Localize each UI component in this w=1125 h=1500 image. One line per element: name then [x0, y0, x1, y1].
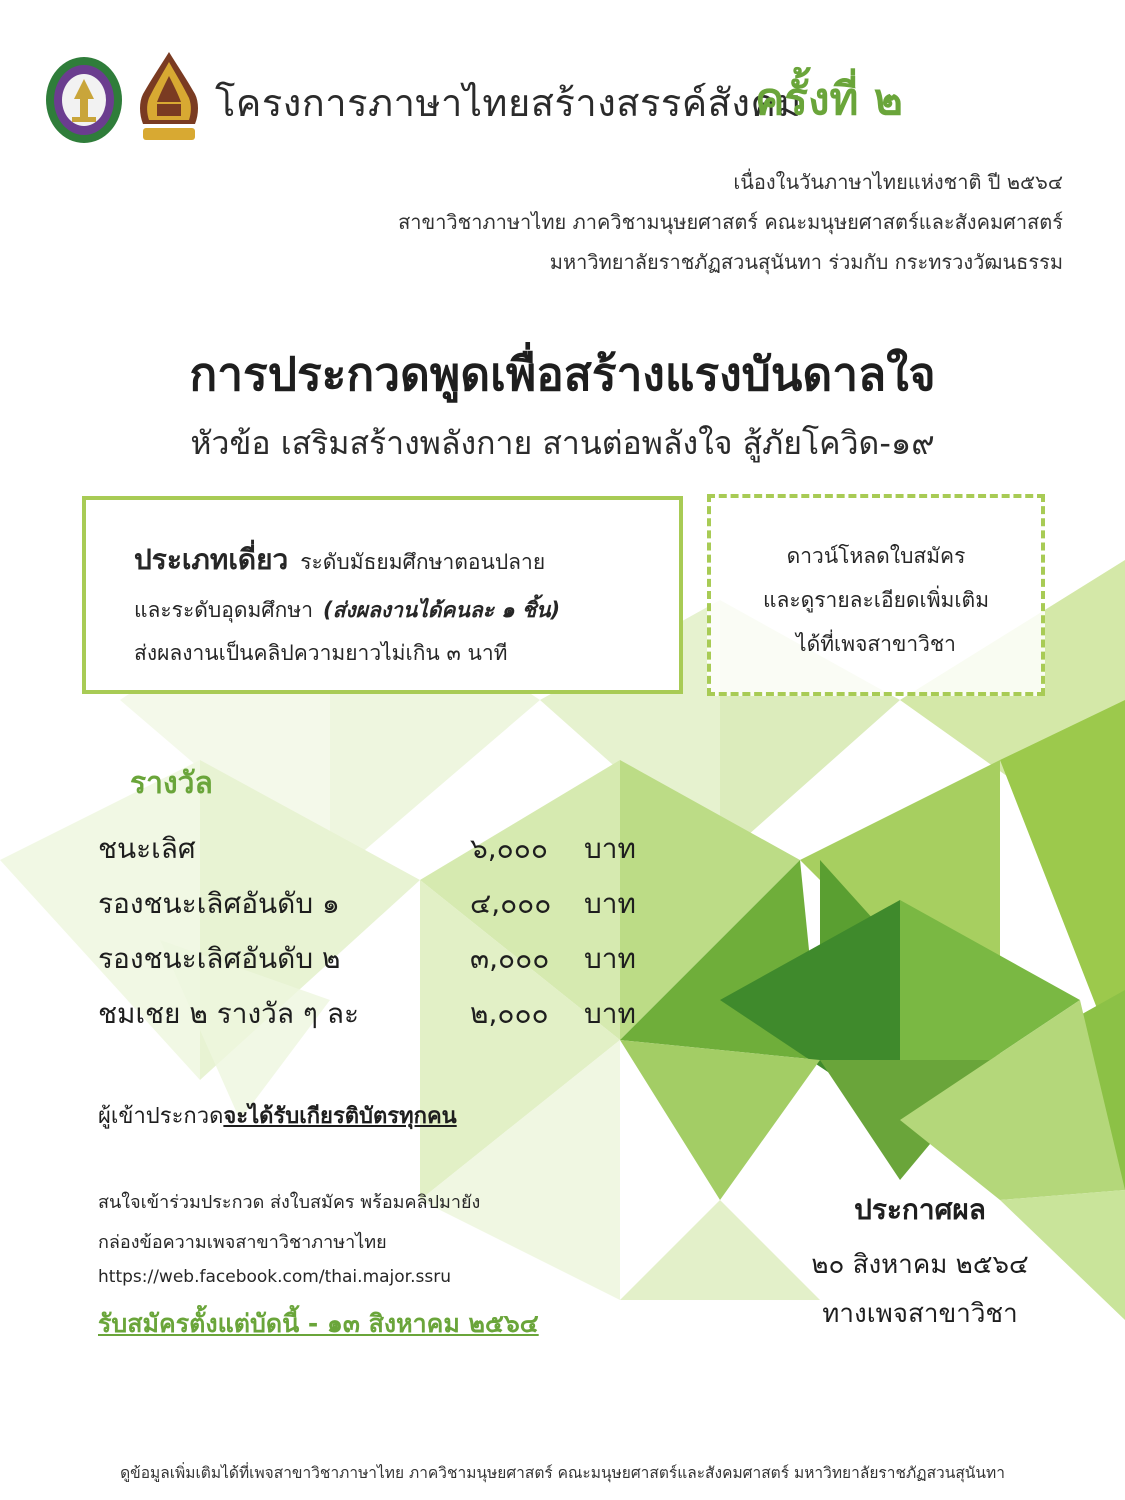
- prizes-heading: รางวัล: [130, 766, 213, 801]
- certificate-emphasis: จะได้รับเกียรติบัตรทุกคน: [223, 1104, 457, 1129]
- ministry-of-culture-logo: [133, 50, 205, 146]
- prize-name: ชนะเลิศ: [98, 832, 196, 865]
- apply-line-1: สนใจเข้าร่วมประกวด ส่งใบสมัคร พร้อมคลิปมายัง: [98, 1192, 481, 1213]
- application-deadline: รับสมัครตั้งแต่บัดนี้ - ๑๓ สิงหาคม ๒๕๖๔: [98, 1309, 539, 1338]
- contest-topic: หัวข้อ เสริมสร้างพลังกาย สานต่อพลังใจ สู้ภัยโควิด-๑๙: [190, 424, 935, 462]
- category-note: (ส่งผลงานได้คนละ ๑ ชิ้น): [322, 598, 561, 622]
- prize-amount: ๔,๐๐๐: [470, 887, 552, 920]
- prize-row: [98, 882, 658, 932]
- prize-amount: ๖,๐๐๐: [470, 832, 548, 865]
- category-line-1: [134, 538, 545, 582]
- university-logo: [44, 55, 124, 145]
- prize-name: รองชนะเลิศอันดับ ๒: [98, 942, 341, 975]
- category-level-1: ระดับมัธยมศึกษาตอนปลาย: [300, 550, 546, 574]
- apply-line-2: กล่องข้อความเพจสาขาวิชาภาษาไทย: [98, 1232, 387, 1253]
- announcement-channel: ทางเพจสาขาวิชา: [822, 1299, 1018, 1329]
- category-line-2: [134, 594, 560, 627]
- prize-unit: บาท: [584, 942, 636, 975]
- download-info-box: [707, 494, 1045, 696]
- contest-title: การประกวดพูดเพื่อสร้างแรงบันดาลใจ: [189, 347, 936, 401]
- prize-unit: บาท: [584, 997, 636, 1030]
- facebook-page-link[interactable]: https://web.facebook.com/thai.major.ssru: [98, 1267, 451, 1287]
- prize-unit: บาท: [584, 832, 636, 865]
- download-line-2: และดูรายละเอียดเพิ่มเติม: [762, 588, 990, 612]
- subtitle-line-university: มหาวิทยาลัยราชภัฏสวนสุนันทา ร่วมกับ กระทรวงวัฒนธรรม: [549, 250, 1063, 274]
- prize-unit: บาท: [584, 887, 636, 920]
- category-level-2: และระดับอุดมศึกษา: [134, 598, 313, 622]
- certificate-prefix: ผู้เข้าประกวด: [98, 1104, 224, 1129]
- subtitle-line-occasion: เนื่องในวันภาษาไทยแห่งชาติ ปี ๒๕๖๔: [733, 170, 1063, 194]
- prize-row: [98, 937, 658, 987]
- prize-amount: ๓,๐๐๐: [470, 942, 550, 975]
- certificate-note: [98, 1098, 457, 1133]
- prize-row: [98, 992, 658, 1042]
- category-format: ส่งผลงานเป็นคลิปความยาวไม่เกิน ๓ นาที: [134, 641, 508, 665]
- category-box: [82, 496, 683, 694]
- subtitle-line-department: สาขาวิชาภาษาไทย ภาควิชามนุษยศาสตร์ คณะมนุษยศาสตร์และสังคมศาสตร์: [398, 210, 1063, 234]
- prize-name: รองชนะเลิศอันดับ ๑: [98, 887, 340, 920]
- prize-row: [98, 827, 658, 877]
- prize-amount: ๒,๐๐๐: [470, 997, 549, 1030]
- prize-name: ชมเชย ๒ รางวัล ๆ ละ: [98, 997, 360, 1030]
- project-edition: ครั้งที่ ๒: [755, 74, 903, 125]
- announcement-date: ๒๐ สิงหาคม ๒๕๖๔: [811, 1250, 1029, 1280]
- announcement-heading: ประกาศผล: [854, 1193, 986, 1226]
- download-line-1: ดาวน์โหลดใบสมัคร: [786, 544, 966, 568]
- download-line-3: ได้ที่เพจสาขาวิชา: [796, 632, 956, 656]
- footer-text: ดูข้อมูลเพิ่มเติมได้ที่เพจสาขาวิชาภาษาไทย ภาควิชามนุษยศาสตร์ คณะมนุษยศาสตร์และสังคมศาสตร์ มหาวิทยาลัยราชภัฏสวนสุนันทา: [120, 1464, 1005, 1482]
- project-title: โครงการภาษาไทยสร้างสรรค์สังคม: [215, 81, 802, 125]
- category-type: ประเภทเดี่ยว: [134, 543, 289, 576]
